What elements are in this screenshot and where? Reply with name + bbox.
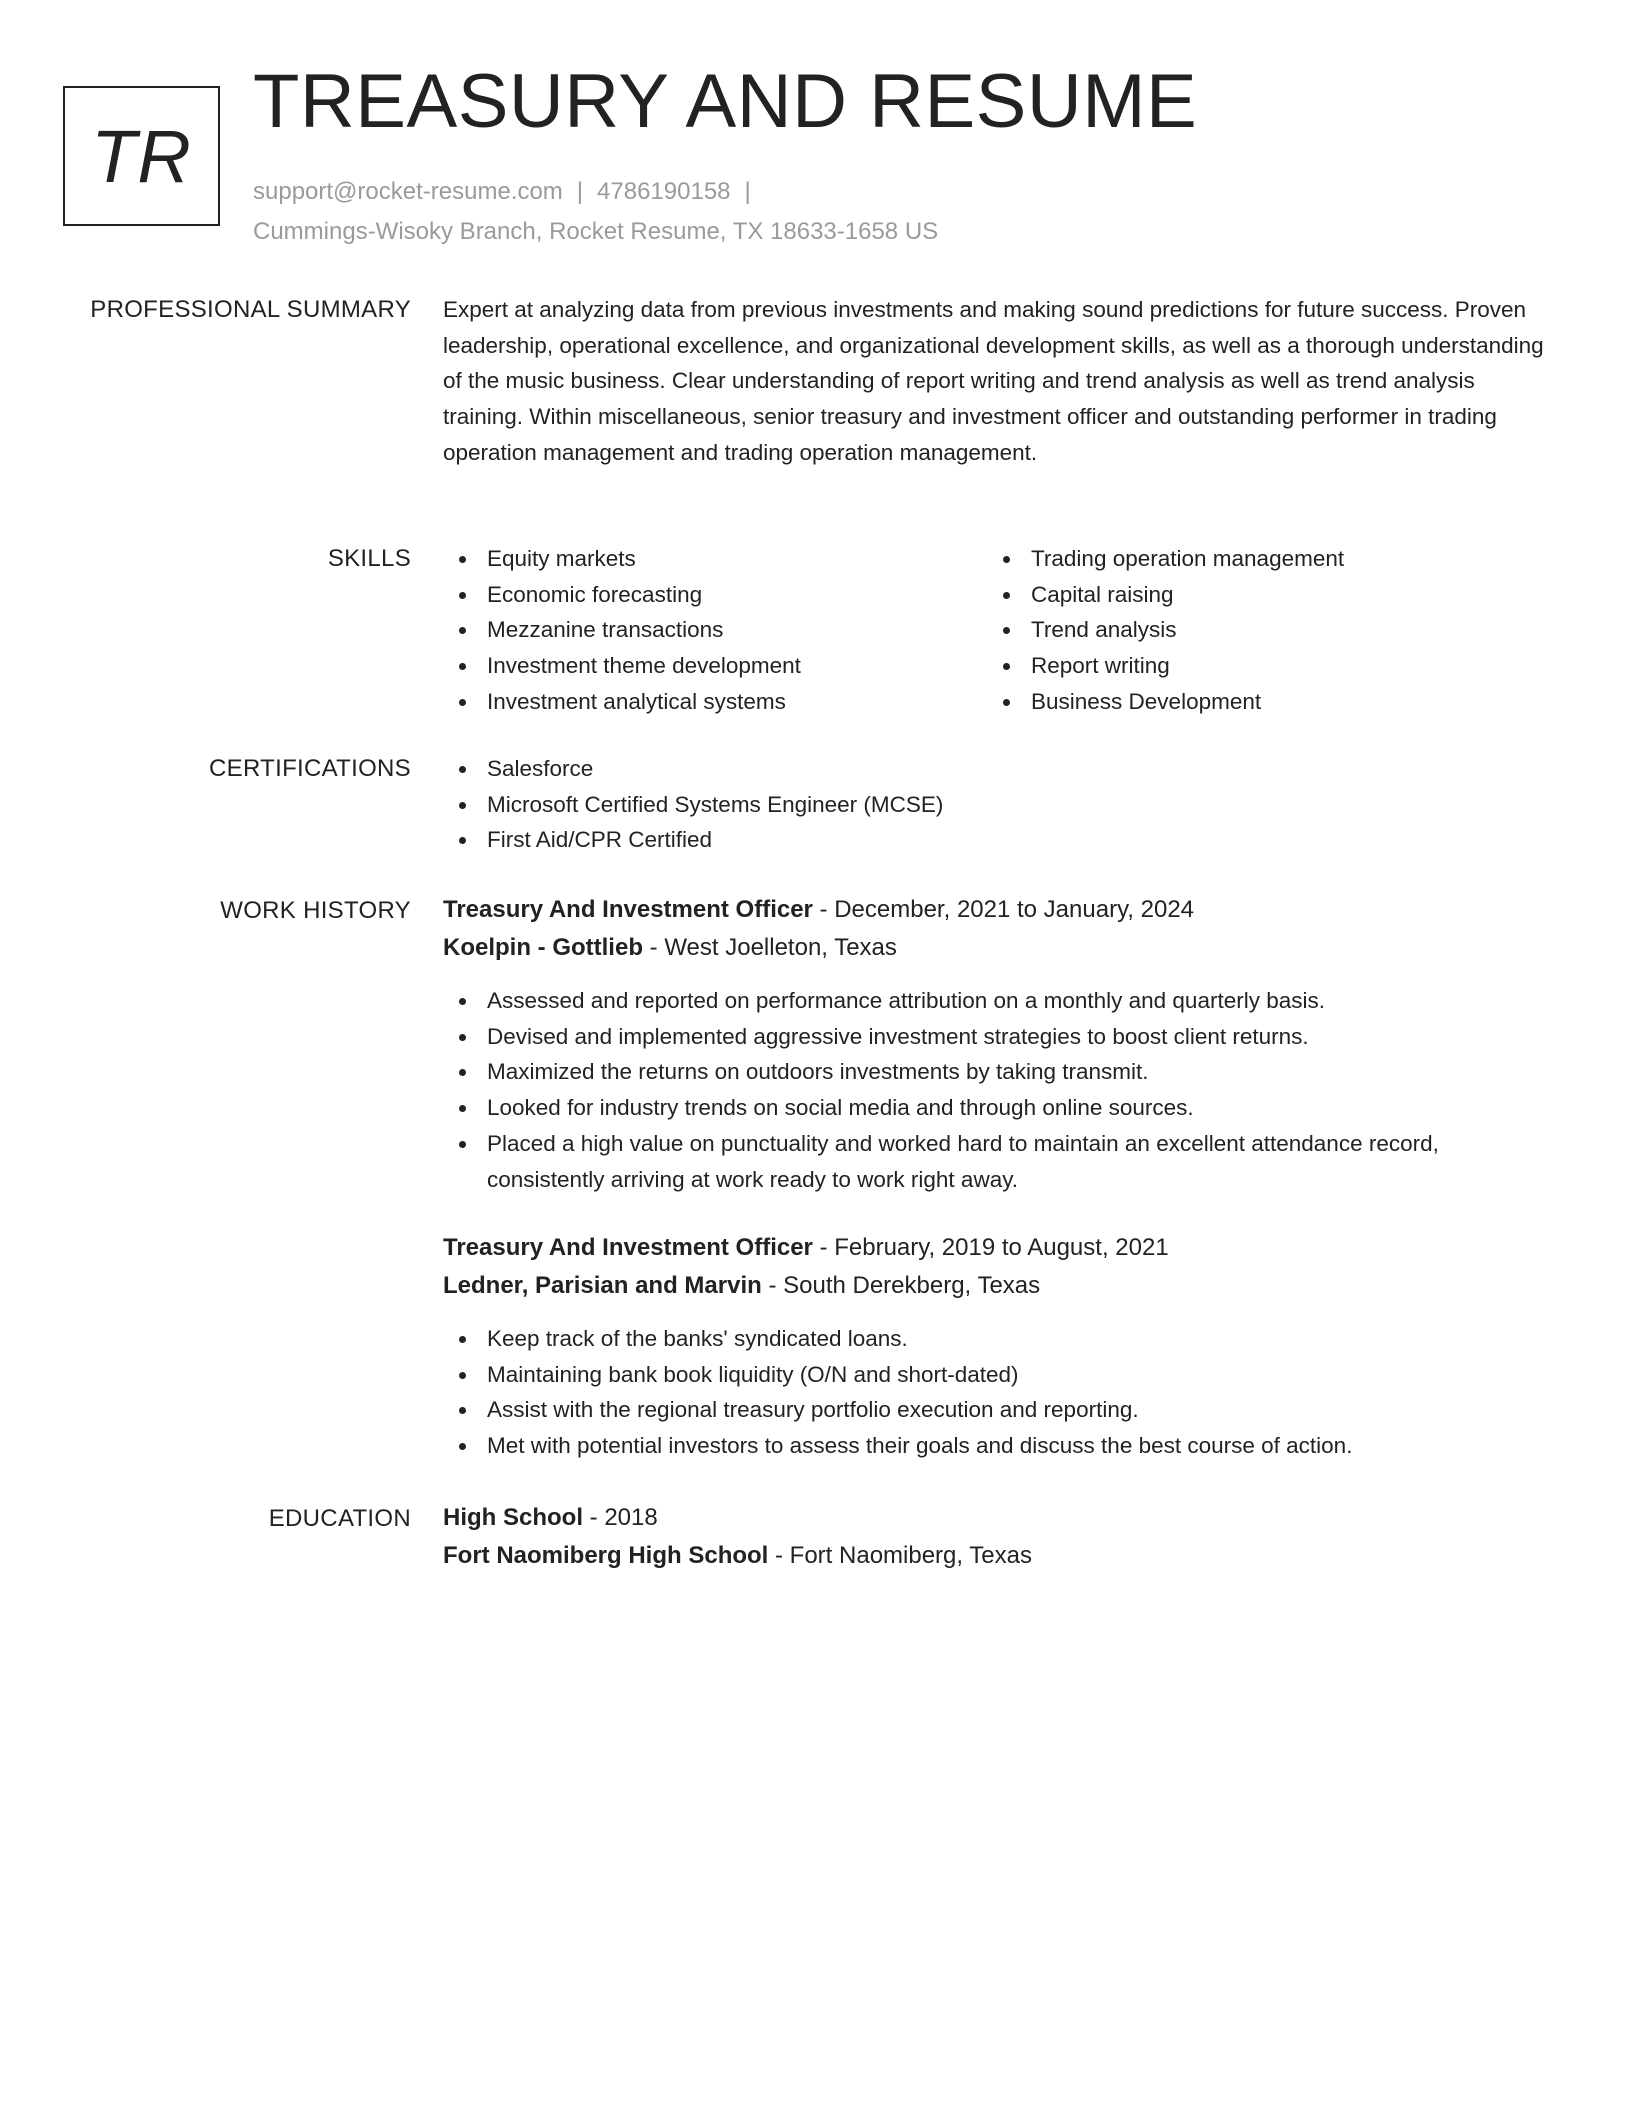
job-title-line — [443, 1229, 1553, 1267]
education-degree-line — [443, 1499, 1553, 1537]
education-title: EDUCATION — [268, 1505, 411, 1532]
list-item: Investment analytical systems — [443, 684, 987, 720]
job-company-line — [443, 929, 1553, 967]
list-item: Mezzanine transactions — [443, 612, 987, 648]
job-duties — [443, 1321, 1553, 1464]
certifications-list — [443, 751, 1553, 858]
list-item: Trend analysis — [987, 612, 1531, 648]
job-entry — [443, 1229, 1553, 1464]
skills-list-right — [987, 541, 1531, 720]
work-history-title: WORK HISTORY — [220, 897, 411, 924]
list-item: Trading operation management — [987, 541, 1531, 577]
job-entry — [443, 891, 1553, 1197]
job-duties — [443, 983, 1553, 1197]
monogram-initials: TR — [91, 114, 192, 198]
skills-title: SKILLS — [327, 545, 411, 572]
monogram-box — [63, 86, 220, 226]
job-company: Koelpin - Gottlieb — [443, 934, 643, 961]
list-item: First Aid/CPR Certified — [443, 822, 1553, 858]
list-item: Maximized the returns on outdoors investments by taking transmit. — [443, 1054, 1553, 1090]
list-item: Placed a high value on punctuality and worked hard to maintain an excellent attendance record, consistently arriving at work ready to work right away. — [443, 1126, 1553, 1197]
candidate-name: TREASURY AND RESUME — [253, 59, 1198, 144]
list-item: Investment theme development — [443, 648, 987, 684]
certifications-body — [443, 751, 1553, 858]
list-item: Capital raising — [987, 577, 1531, 613]
list-item: Business Development — [987, 684, 1531, 720]
contact-separator: | — [744, 178, 751, 205]
list-item: Economic forecasting — [443, 577, 987, 613]
education-entry — [443, 1499, 1553, 1575]
contact-line-1 — [253, 172, 938, 212]
skills-list-left — [443, 541, 987, 720]
certifications-title: CERTIFICATIONS — [209, 755, 411, 782]
education-degree: High School — [443, 1504, 583, 1531]
job-title-line — [443, 891, 1553, 929]
job-company: Ledner, Parisian and Marvin — [443, 1272, 762, 1299]
education-school-line — [443, 1537, 1553, 1575]
contact-info — [253, 172, 938, 252]
list-item: Looked for industry trends on social media and through online sources. — [443, 1090, 1553, 1126]
job-dates: - December, 2021 to January, 2024 — [812, 896, 1195, 923]
list-item: Devised and implemented aggressive investment strategies to boost client returns. — [443, 1019, 1553, 1055]
list-item: Report writing — [987, 648, 1531, 684]
list-item: Assessed and reported on performance attribution on a monthly and quarterly basis. — [443, 983, 1553, 1019]
summary-text: Expert at analyzing data from previous investments and making sound predictions for future success. Proven leadership, operational excellence, and organizational development skills, as well as a thorough understanding of the music business. Clear understanding of report writing and trend analysis as well as trend analysis training. Within miscellaneous, senior treasury and investment officer and outstanding performer in trading operation management and trading operation management. — [443, 297, 1544, 465]
email-link[interactable]: support@rocket-resume.com — [253, 178, 563, 205]
education-year: - 2018 — [583, 1504, 658, 1531]
list-item: Equity markets — [443, 541, 987, 577]
job-location: - West Joelleton, Texas — [642, 934, 897, 961]
skills-grid — [443, 541, 1553, 720]
list-item: Microsoft Certified Systems Engineer (MCSE) — [443, 787, 1553, 823]
job-dates: - February, 2019 to August, 2021 — [812, 1234, 1169, 1261]
contact-separator: | — [576, 178, 584, 205]
education-location: - Fort Naomiberg, Texas — [768, 1542, 1032, 1569]
summary-title: PROFESSIONAL SUMMARY — [90, 296, 411, 323]
job-role: Treasury And Investment Officer — [443, 896, 813, 923]
list-item: Maintaining bank book liquidity (O/N and short-dated) — [443, 1357, 1553, 1393]
job-role: Treasury And Investment Officer — [443, 1234, 813, 1261]
list-item: Keep track of the banks' syndicated loans. — [443, 1321, 1553, 1357]
job-location: - South Derekberg, Texas — [761, 1272, 1041, 1299]
education-school: Fort Naomiberg High School — [443, 1542, 769, 1569]
address: Cummings-Wisoky Branch, Rocket Resume, TX 18633-1658 US — [253, 218, 939, 245]
list-item: Met with potential investors to assess their goals and discuss the best course of action. — [443, 1428, 1553, 1464]
list-item: Assist with the regional treasury portfolio execution and reporting. — [443, 1392, 1553, 1428]
job-company-line — [443, 1267, 1553, 1305]
phone-number: 4786190158 — [597, 178, 731, 205]
list-item: Salesforce — [443, 751, 1553, 787]
